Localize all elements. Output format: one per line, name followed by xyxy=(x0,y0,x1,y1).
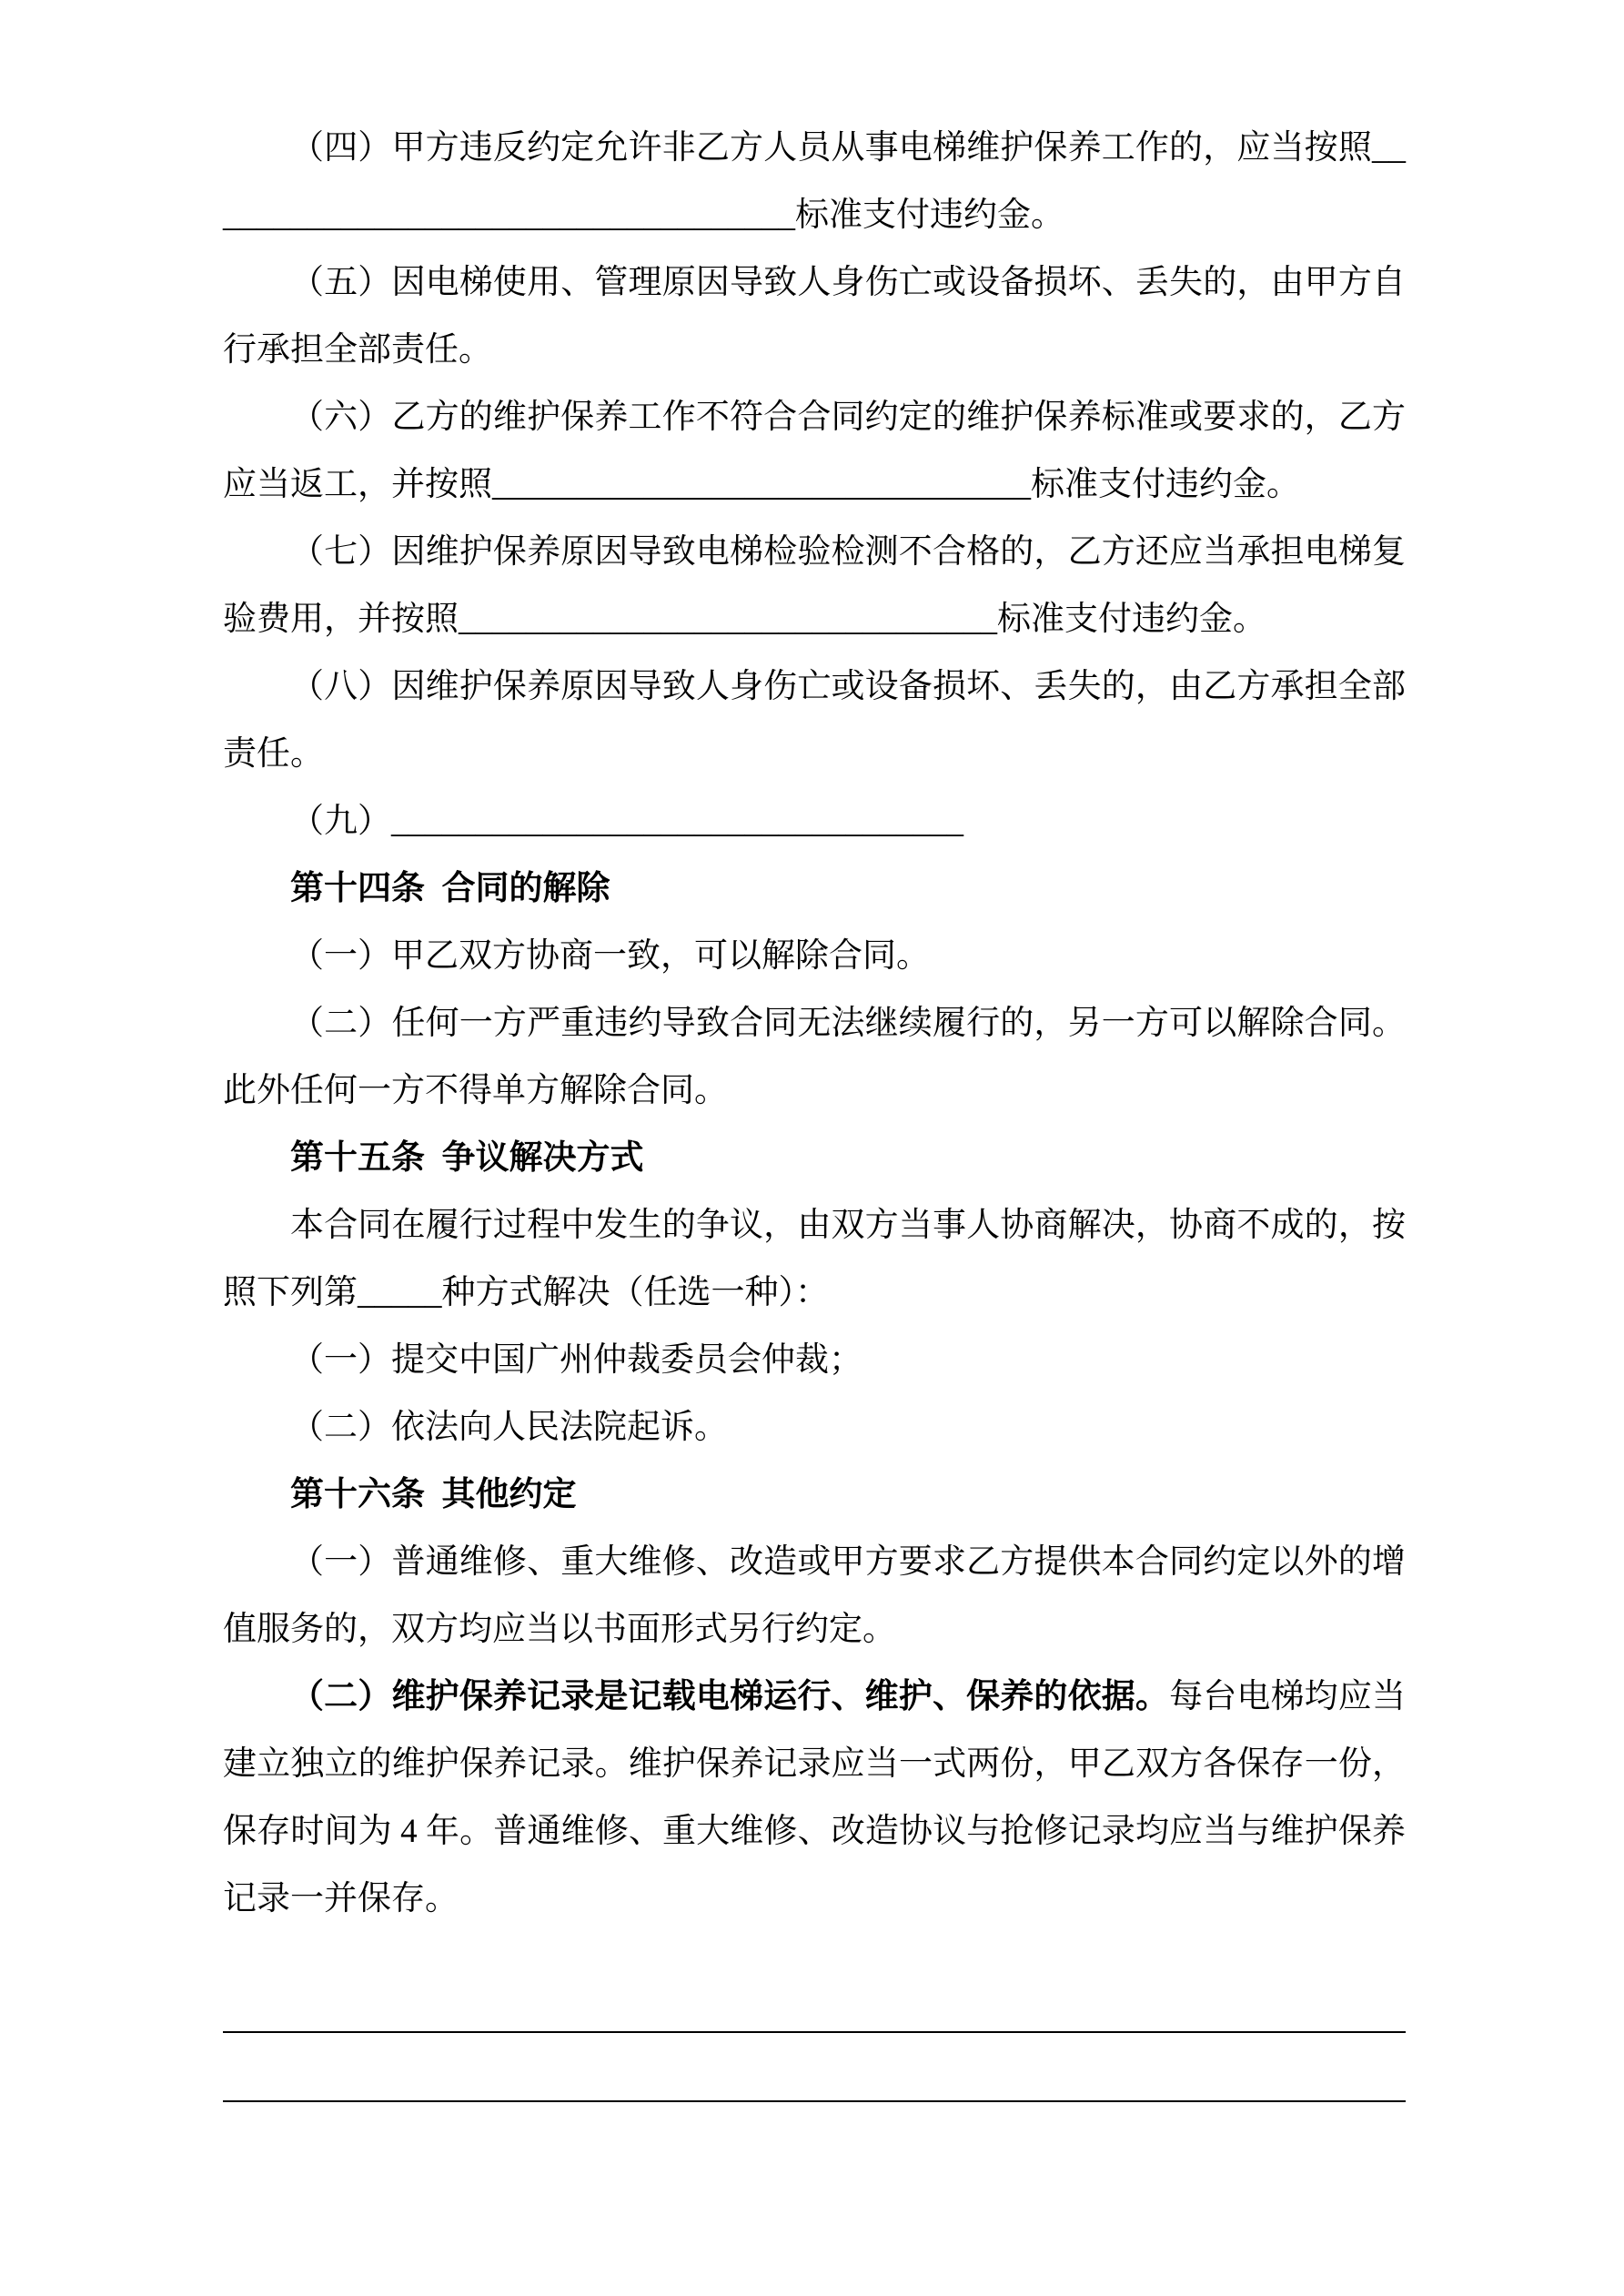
clause-text: （一）甲乙双方协商一致，可以解除合同。 xyxy=(290,937,930,975)
clause-text: 标准支付违约金。 xyxy=(1031,466,1300,503)
clause-text: （一）普通维修、重大维修、改造或甲方要求乙方提供本合同约定以外的增值服务的，双方均应当以书面形式另行约定。 xyxy=(223,1543,1406,1648)
clause-text: 标准支付违约金。 xyxy=(795,197,1064,234)
clause-14-1 xyxy=(223,923,1406,990)
clause-text: （九） xyxy=(290,803,391,840)
clause-text: （六）乙方的维护保养工作不符合合同约定的维护保养标准或要求的，乙方应当返工，并按照 xyxy=(223,399,1406,503)
clause-13-5 xyxy=(223,249,1406,384)
fill-in-blank: __________________________________ xyxy=(391,803,963,840)
clause-16-2 xyxy=(223,1664,1406,1933)
blank-rule-line-1 xyxy=(223,1964,1406,2033)
clause-15-2 xyxy=(223,1394,1406,1462)
clause-14-2 xyxy=(223,990,1406,1125)
clause-text: （四）甲方违反约定允许非乙方人员从事电梯维护保养工作的，应当按照 xyxy=(290,129,1372,167)
clause-text: （一）提交中国广州仲裁委员会仲裁； xyxy=(290,1341,862,1379)
clause-text: （二）任何一方严重违约导致合同无法继续履行的，另一方可以解除合同。此外任何一方不得单方解除合同。 xyxy=(223,1005,1406,1109)
article-heading-15: 第十五条 争议解决方式 xyxy=(290,1139,644,1177)
clause-13-6 xyxy=(223,384,1406,519)
clause-text: （五）因电梯使用、管理原因导致人身伤亡或设备损坏、丢失的，由甲方自行承担全部责任。 xyxy=(223,264,1406,369)
fill-in-blank: ________________________________ xyxy=(459,601,997,638)
fill-in-blank: _____ xyxy=(358,1274,442,1311)
fill-in-blank: ________________________________ xyxy=(492,466,1031,503)
clause-text: 本合同在履行过程中发生的争议，由双方当事人协商解决，协商不成的，按照下列第 xyxy=(223,1207,1406,1311)
article-heading-16: 第十六条 其他约定 xyxy=(290,1476,577,1513)
clause-15-1 xyxy=(223,1327,1406,1394)
clause-13-7 xyxy=(223,519,1406,653)
clause-15-intro xyxy=(223,1192,1406,1327)
footer-rules xyxy=(223,1964,1406,2102)
clause-text: （二）依法向人民法院起诉。 xyxy=(290,1409,728,1446)
clause-16-1 xyxy=(223,1529,1406,1664)
clause-text: （八）因维护保养原因导致人身伤亡或设备损坏、丢失的，由乙方承担全部责任。 xyxy=(223,668,1406,773)
clause-text: 种方式解决（任选一种）： xyxy=(441,1274,829,1311)
clause-13-4 xyxy=(223,115,1406,249)
clause-text: 标准支付违约金。 xyxy=(997,601,1266,638)
clause-13-8 xyxy=(223,653,1406,788)
clause-text: 每台电梯均应当建立独立的维护保养记录。维护保养记录应当一式两份，甲乙双方各保存一份，保存时间为 4 年。普通维修、重大维修、改造协议与抢修记录均应当与维护保养记录一并保存。 xyxy=(223,1678,1406,1917)
blank-rule-line-2 xyxy=(223,2033,1406,2102)
article-heading-14: 第十四条 合同的解除 xyxy=(290,870,610,907)
clause-text: （七）因维护保养原因导致电梯检验检测不合格的，乙方还应当承担电梯复验费用，并按照 xyxy=(223,533,1406,638)
clause-13-9 xyxy=(223,788,1406,855)
fill-in-blank: ____________________________________ xyxy=(223,129,1406,234)
clause-text-bold: （二）维护保养记录是记载电梯运行、维护、保养的依据。 xyxy=(290,1678,1170,1715)
